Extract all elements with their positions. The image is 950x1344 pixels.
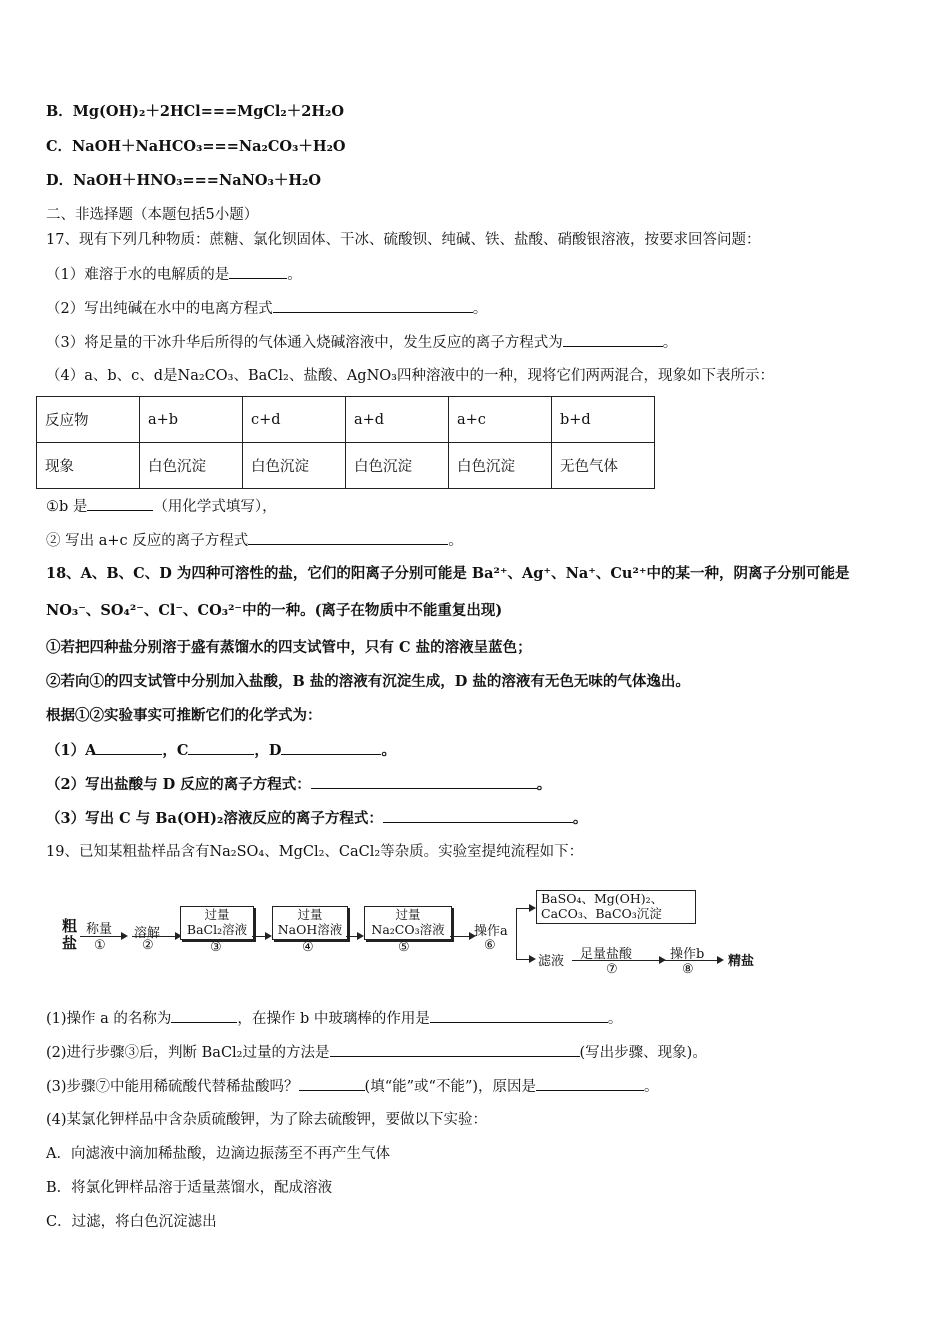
table-row: [37, 397, 655, 443]
flow-step-number: ①: [94, 938, 106, 953]
answer-blank[interactable]: [299, 1076, 365, 1091]
flow-step-number: ⑧: [682, 962, 694, 977]
period: 。: [448, 533, 463, 549]
answer-blank[interactable]: [248, 530, 448, 545]
precipitate-text: CaCO₃、BaCO₃沉淀: [541, 906, 662, 921]
q18-part-3: [46, 808, 587, 829]
q18-line-2: NO₃⁻、SO₄²⁻、Cl⁻、CO₃²⁻中的一种。(离子在物质中不能重复出现): [46, 602, 503, 619]
answer-blank[interactable]: [281, 740, 381, 755]
q19-p1-text: (1)操作 a 的名称为: [46, 1011, 172, 1027]
q19-part-2: [46, 1042, 707, 1063]
period: 。: [607, 1011, 623, 1027]
q18-line-4: ②若向①的四支试管中分别加入盐酸，B 盐的溶液有沉淀生成，D 盐的溶液有无色无味的气体逸出。: [46, 673, 690, 690]
period: 。: [644, 1079, 659, 1095]
flow-step-label: 操作a: [474, 924, 508, 939]
q19-option-b: B．将氯化钾样品溶于适量蒸馏水，配成溶液: [46, 1180, 333, 1196]
arrow-icon: [252, 936, 270, 937]
answer-blank[interactable]: [563, 332, 663, 347]
arrow-icon: [132, 936, 180, 937]
q19-part-4: (4)某氯化钾样品中含杂质硫酸钾，为了除去硫酸钾，要做以下实验：: [46, 1112, 488, 1128]
answer-blank[interactable]: [430, 1008, 608, 1023]
table-cell: a+c: [449, 397, 552, 443]
flow-end: 精盐: [728, 954, 755, 969]
table-cell: 白色沉淀: [243, 443, 346, 489]
q19-option-a: A．向滤液中滴加稀盐酸，边滴边振荡至不再产生气体: [46, 1146, 390, 1162]
box-top-text: 过量: [395, 907, 421, 922]
q18-line-1: 18、A、B、C、D 为四种可溶性的盐，它们的阳离子分别可能是 Ba²⁺、Ag⁺、Na⁺、Cu²⁺中的某一种，阴离子分别可能是: [46, 565, 850, 582]
reagent-box-bacl2: [180, 906, 254, 940]
table-cell: a+d: [346, 397, 449, 443]
precipitate-text: BaSO₄、Mg(OH)₂、: [541, 891, 664, 906]
q18-line-5: 根据①②实验事实可推断它们的化学式为：: [46, 707, 322, 724]
table-row: [37, 443, 655, 489]
flow-step-label: 足量盐酸: [580, 947, 633, 962]
flow-filtrate: 滤液: [538, 954, 565, 969]
option-b-text: Mg(OH)₂＋2HCl===MgCl₂＋2H₂O: [72, 103, 345, 120]
table-cell: b+d: [552, 397, 655, 443]
reagent-box-na2co3: [364, 906, 452, 940]
answer-blank[interactable]: [188, 740, 254, 755]
answer-blank[interactable]: [330, 1042, 580, 1057]
q18-a-label: （1）A: [46, 742, 97, 759]
arrow-icon: [80, 936, 126, 937]
box-bottom-text: Na₂CO₃溶液: [371, 922, 445, 937]
q17-sub-2: [46, 530, 463, 551]
q17-part-3: [46, 332, 677, 353]
table-cell: 白色沉淀: [346, 443, 449, 489]
table-cell: a+b: [140, 397, 243, 443]
q17-stem: 17、现有下列几种物质：蔗糖、氯化钡固体、干冰、硫酸钡、纯碱、铁、盐酸、硝酸银溶液，按要求回答问题：: [46, 232, 761, 248]
option-b-label: B．: [46, 103, 73, 120]
q19-p2-tail: (写出步骤、现象)。: [579, 1045, 707, 1061]
arrow-icon: [450, 936, 474, 937]
q18-part-1: [46, 740, 396, 761]
flow-step-label: 称量: [86, 922, 113, 937]
answer-blank[interactable]: [87, 496, 153, 511]
q17-s1-text: ①b 是: [46, 499, 88, 515]
q19-option-c: C．过滤，将白色沉淀滤出: [46, 1214, 217, 1230]
box-bottom-text: BaCl₂溶液: [186, 922, 248, 937]
q19-stem: 19、已知某粗盐样品含有Na₂SO₄、MgCl₂、CaCl₂等杂质。实验室提纯流程如下：: [46, 844, 584, 860]
q17-part-2: [46, 298, 487, 319]
option-d: [46, 171, 321, 191]
answer-blank[interactable]: [273, 298, 473, 313]
arrow-icon: [516, 908, 534, 909]
q17-part-4: （4）a、b、c、d是Na₂CO₃、BaCl₂、盐酸、AgNO₃四种溶液中的一种，现将它们两两混合，现象如下表所示：: [46, 368, 774, 384]
option-d-text: NaOH＋HNO₃===NaNO₃＋H₂O: [73, 172, 322, 189]
box-top-text: 过量: [297, 907, 323, 922]
q17-s1-tail: （用化学式填写），: [153, 499, 277, 515]
period: 。: [572, 810, 588, 827]
answer-blank[interactable]: [171, 1008, 237, 1023]
table-cell: 白色沉淀: [449, 443, 552, 489]
q18-d-label: ，D: [254, 742, 282, 759]
q18-line-3: ①若把四种盐分别溶于盛有蒸馏水的四支试管中，只有 C 盐的溶液呈蓝色；: [46, 639, 532, 656]
reagent-box-naoh: [272, 906, 348, 940]
section-2-title: 二、非选择题（本题包括5小题）: [46, 207, 259, 223]
answer-blank[interactable]: [229, 264, 287, 279]
option-c-text: NaOH＋NaHCO₃===Na₂CO₃＋H₂O: [72, 138, 346, 155]
option-b: [46, 102, 344, 122]
option-c-label: C．: [46, 138, 73, 155]
arrow-icon: [346, 936, 362, 937]
table-cell: 反应物: [37, 397, 140, 443]
period: 。: [287, 267, 302, 283]
q18-p2-text: （2）写出盐酸与 D 反应的离子方程式：: [46, 776, 311, 793]
flow-step-label: 操作b: [670, 947, 705, 962]
flow-step-number: ⑥: [484, 938, 496, 953]
q19-p1-tail: ，在操作 b 中玻璃棒的作用是: [237, 1011, 430, 1027]
q19-part-1: [46, 1008, 622, 1029]
precipitate-box: [536, 890, 696, 924]
branch-line: [516, 908, 517, 960]
flow-step-number: ⑤: [398, 940, 410, 955]
arrow-icon: [572, 960, 664, 961]
period: 。: [472, 301, 488, 317]
option-c: [46, 137, 346, 157]
table-cell: 无色气体: [552, 443, 655, 489]
q19-p2-text: (2)进行步骤③后，判断 BaCl₂过量的方法是: [46, 1045, 330, 1061]
answer-blank[interactable]: [536, 1076, 644, 1091]
q18-c-label: ，C: [162, 742, 189, 759]
flow-step-number: ④: [302, 940, 314, 955]
period: 。: [662, 335, 678, 351]
option-d-label: D．: [46, 172, 74, 189]
flow-step-number: ⑦: [606, 962, 618, 977]
purification-flow-diagram: [60, 888, 780, 978]
q17-p1-text: （1）难溶于水的电解质的是: [46, 267, 230, 283]
flow-step-number: ②: [142, 938, 154, 953]
arrow-icon: [516, 959, 534, 960]
flow-step-number: ③: [210, 940, 222, 955]
reaction-table: [36, 396, 655, 489]
q19-part-3: [46, 1076, 659, 1097]
q17-p3-text: （3）将足量的干冰升华后所得的气体通入烧碱溶液中，发生反应的离子方程式为: [46, 335, 563, 351]
answer-blank[interactable]: [383, 808, 573, 823]
q17-p2-text: （2）写出纯碱在水中的电离方程式: [46, 301, 273, 317]
table-cell: 现象: [37, 443, 140, 489]
box-top-text: 过量: [204, 907, 230, 922]
answer-blank[interactable]: [311, 774, 537, 789]
q19-p3-mid: (填“能”或“不能”)，原因是: [364, 1079, 537, 1095]
box-bottom-text: NaOH溶液: [277, 922, 343, 937]
q18-part-2: [46, 774, 551, 795]
q17-sub-1: [46, 496, 277, 517]
table-cell: 白色沉淀: [140, 443, 243, 489]
answer-blank[interactable]: [96, 740, 162, 755]
table-cell: c+d: [243, 397, 346, 443]
q19-p3-text: (3)步骤⑦中能用稀硫酸代替稀盐酸吗？: [46, 1079, 299, 1095]
period: 。: [536, 776, 552, 793]
flow-step-label: 溶解: [134, 926, 161, 941]
q17-s2-text: ② 写出 a+c 反应的离子方程式: [46, 533, 249, 549]
arrow-icon: [664, 960, 722, 961]
q17-part-1: [46, 264, 302, 285]
period: 。: [381, 742, 396, 759]
flow-start: 粗盐: [62, 917, 78, 952]
q18-p3-text: （3）写出 C 与 Ba(OH)₂溶液反应的离子方程式：: [46, 810, 383, 827]
